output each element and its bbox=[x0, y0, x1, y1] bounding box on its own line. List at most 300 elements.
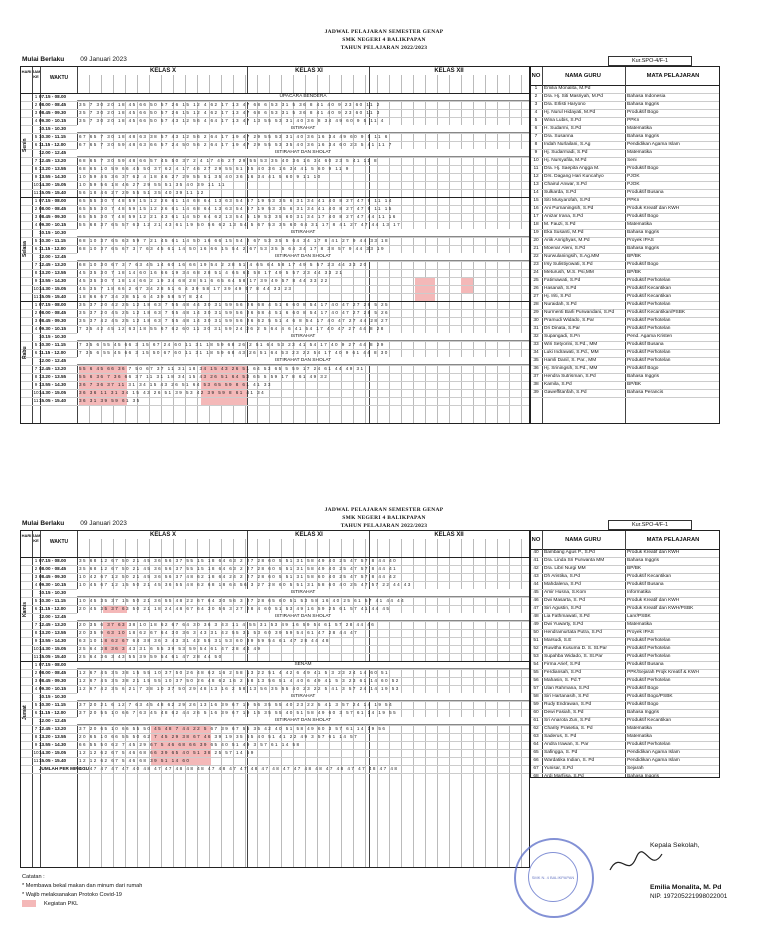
period-number: 3 bbox=[34, 214, 38, 219]
teacher-subject: Produktif Perhotelan bbox=[627, 638, 671, 643]
time-slot: 13.55 - 14.30 bbox=[39, 382, 67, 387]
teacher-subject: Produktif Bogo/PSBK bbox=[627, 694, 673, 699]
time-slot: 10.15 - 10.30 bbox=[39, 230, 67, 235]
time-slot: 14.30 - 15.05 bbox=[39, 646, 67, 651]
teacher-name: Pramudi Widado, S.Par bbox=[544, 318, 595, 323]
period-number: 9 bbox=[34, 278, 38, 283]
time-slot: 10.30 - 11.15 bbox=[39, 702, 66, 707]
time-slot: 13.55 - 14.30 bbox=[39, 174, 67, 179]
prayer-break-banner: ISTIRAHAT DAN SHOLAT bbox=[77, 253, 529, 261]
notes-title: Catatan : bbox=[22, 874, 45, 880]
teacher-codes: 25 64 36 3 43 55 39 59 54 61 47 28 44 50 bbox=[79, 654, 223, 659]
period-number: 5 bbox=[34, 598, 38, 603]
teacher-name: Nuraidah, S.Pd bbox=[544, 302, 577, 307]
teacher-number: 35 bbox=[533, 358, 539, 363]
period-number: 6 bbox=[34, 606, 38, 611]
teacher-subject: Produktif Perhotelan bbox=[627, 350, 671, 355]
teacher-number: 33 bbox=[533, 342, 539, 347]
teacher-number: 55 bbox=[533, 670, 539, 675]
class-x-header: KELAS X bbox=[149, 68, 176, 74]
teacher-number: 21 bbox=[533, 246, 539, 251]
time-slot: 14.30 - 15.05 bbox=[39, 390, 67, 395]
no-header-2: NO bbox=[531, 537, 541, 543]
day-label: Senin bbox=[22, 138, 28, 152]
teacher-subject: Produktif Perhotelan bbox=[627, 742, 671, 747]
time-slot: 13.20 - 13.55 bbox=[39, 734, 67, 739]
teacher-subject: Produk Kreatif dan KWH bbox=[627, 598, 680, 603]
subject-header-2: MATA PELAJARAN bbox=[646, 537, 700, 543]
teacher-codes: 65 55 30 7 48 59 15 12 26 61 14 68 64 13 63 54 67 19 53 35 6 31 34 41 40 8 27 47 9 11 15 bbox=[79, 206, 393, 211]
teacher-subject: Produktif Busana bbox=[627, 582, 664, 587]
day-label: Jumat bbox=[22, 705, 28, 721]
period-number: 10 bbox=[33, 646, 39, 651]
teacher-name: Dra. Erlisti Haryono bbox=[544, 102, 586, 107]
teacher-codes: 35 37 42 45 25 12 18 63 7 55 48 14 30 31 59 56 26 62 5 51 4 6 8 54 17 40 47 27 44 28 27 bbox=[79, 318, 390, 323]
gymnastics-banner: SENAM bbox=[77, 661, 529, 669]
teacher-number: 18 bbox=[533, 222, 539, 227]
period-number: 5 bbox=[34, 702, 38, 707]
school-name: SMK NEGERI 4 BALIKPAPAN bbox=[342, 37, 426, 43]
table-row bbox=[21, 765, 529, 774]
teacher-subject: Matematika bbox=[627, 734, 652, 739]
teacher-name: Wardatika Indian, S. Pd bbox=[544, 758, 595, 763]
teacher-codes: 20 35 6 37 63 38 10 18 62 67 64 30 36 3 43 11 4 55 31 53 49 16 59 54 61 57 28 44 46 bbox=[79, 622, 376, 627]
teacher-number: 28 bbox=[533, 302, 539, 307]
period-number: 2 bbox=[34, 206, 38, 211]
teacher-codes: 25 64 38 36 3 43 31 6 55 39 53 59 54 61 47 28 44 49 bbox=[79, 646, 262, 651]
prayer-break-banner: ISTIRAHAT DAN SHOLAT bbox=[77, 149, 529, 157]
teacher-number: 48 bbox=[533, 614, 539, 619]
no-header: NO bbox=[531, 73, 541, 79]
teacher-subject: Matematika bbox=[627, 222, 652, 227]
teacher-subject: Pendidikan Agama Islam bbox=[627, 758, 680, 763]
time-slot: 13.20 - 13.55 bbox=[39, 630, 67, 635]
stamp-text: SMK N. 4 BALIKPAPAN bbox=[528, 852, 578, 902]
teacher-row bbox=[531, 773, 719, 778]
teacher-name: Dra. Susanna bbox=[544, 134, 574, 139]
teacher-name: Dra. Hj. Saepita Angga M. bbox=[544, 166, 600, 171]
teacher-subject: PPKn bbox=[627, 118, 640, 123]
time-slot: 12.45 - 13.20 bbox=[39, 622, 67, 627]
effective-date: Mulai Berlaku 09 Januari 2023 bbox=[22, 56, 127, 63]
teacher-name: Nurwulaningsih, S.Ag.MM bbox=[544, 254, 600, 259]
time-slot: 11.15 - 12.00 bbox=[39, 606, 66, 611]
school-year: TAHUN PELAJARAN 2022/2023 bbox=[340, 45, 428, 51]
teacher-subject: Bahasa Inggris bbox=[627, 230, 659, 235]
period-number: 10 bbox=[33, 390, 39, 395]
teacher-name: Ruwitha Kusuma D. S. St.Par bbox=[544, 646, 607, 651]
teacher-codes: 35 7 30 20 18 45 66 50 57 26 15 12 4 62 17 13 47 68 6 53 31 5 36 8 41 40 9 23 60 11 2 bbox=[79, 102, 381, 107]
period-number: 1 bbox=[34, 94, 38, 99]
teacher-codes: 20 35 9 63 10 18 62 67 64 30 36 3 43 31 42 55 31 53 60 39 59 54 61 47 28 44 47 bbox=[79, 630, 359, 635]
teacher-number: 19 bbox=[533, 230, 539, 235]
period-number: 4 bbox=[34, 326, 38, 331]
period-number: 9 bbox=[34, 638, 38, 643]
time-slot: 10.30 - 11.15 bbox=[39, 598, 66, 603]
teacher-number: 42 bbox=[533, 566, 539, 571]
break-banner: ISTIRAHAT bbox=[77, 333, 529, 341]
teacher-number: 12 bbox=[533, 174, 539, 179]
teacher-subject: Produktif Perhotelan bbox=[627, 678, 671, 683]
teacher-codes: 45 35 30 7 18 14 60 16 66 19 34 68 28 51 4 65 64 58 17 49 5 57 23 44 33 21 bbox=[79, 270, 344, 275]
teacher-subject: BP/BK bbox=[627, 270, 642, 275]
teacher-number: 30 bbox=[533, 318, 539, 323]
teacher-subject: Produktif Perhotelan bbox=[627, 646, 671, 651]
teacher-number: 4 bbox=[534, 110, 538, 115]
teacher-number: 58 bbox=[533, 694, 539, 699]
teacher-subject: Produktif Bogo bbox=[627, 262, 659, 267]
teacher-codes: 35 37 20 42 25 12 18 63 7 55 48 44 30 31 59 56 26 68 4 51 6 60 8 54 17 40 47 27 28 5 25 bbox=[79, 302, 390, 307]
teacher-subject: Bahasa Inggris bbox=[627, 102, 659, 107]
teacher-number: 36 bbox=[533, 366, 539, 371]
teacher-name: Hj. Nurul Hidayati, M.Pd bbox=[544, 110, 596, 115]
teacher-subject: PPKn bbox=[627, 198, 640, 203]
teacher-number: 1 bbox=[534, 86, 538, 91]
time-slot: 10.30 - 11.15 bbox=[39, 134, 66, 139]
time-slot: 10.15 - 10.30 bbox=[39, 694, 67, 699]
notes bbox=[22, 873, 262, 909]
teacher-name: Hj. Iriti, S.Pd bbox=[544, 294, 571, 299]
time-slot: 15.05 - 15.40 bbox=[39, 190, 67, 195]
teacher-name: Ani Purnaningsih, S.Pd bbox=[544, 206, 594, 211]
prayer-break-banner: ISTIRAHAT DAN SHOLAT bbox=[77, 717, 529, 725]
teacher-number: 53 bbox=[533, 654, 539, 659]
teacher-codes: 55 6 36 7 36 66 37 11 31 18 34 15 43 26 51 64 53 65 5 59 17 8 61 49 32 bbox=[79, 374, 329, 379]
period-number: 6 bbox=[34, 142, 38, 147]
teacher-name: Meturush, M.S. Psi,MM bbox=[544, 270, 594, 275]
period-number: 9 bbox=[34, 174, 38, 179]
teacher-codes: 12 67 42 35 6 21 7 38 10 37 50 29 48 13 16 2 58 13 56 35 55 40 23 22 5 41 3 57 24 14 19 53 bbox=[79, 686, 400, 691]
teacher-number: 13 bbox=[533, 182, 539, 187]
teacher-number: 46 bbox=[533, 598, 539, 603]
principal-nip: NIP. 197205221998022001 bbox=[650, 893, 728, 900]
teacher-number: 43 bbox=[533, 574, 539, 579]
time-slot: 13.55 - 14.30 bbox=[39, 278, 67, 283]
teacher-subject: Produktif Kecantikan bbox=[627, 286, 671, 291]
teacher-subject: BP/BK bbox=[627, 254, 642, 259]
teacher-subject: Produk Kreatif dan KWH/PSBK bbox=[627, 606, 694, 611]
teacher-codes: 7 35 6 55 45 66 3 15 67 24 60 11 31 18 59 68 26 2 51 64 53 23 41 54 17 40 9 27 44 8 29 bbox=[79, 342, 385, 347]
teacher-codes: 65 55 30 7 48 59 12 21 43 61 14 50 64 62 13 54 5 19 53 35 60 31 34 17 40 8 27 47 44 11 16 bbox=[79, 214, 397, 219]
teacher-number: 5 bbox=[534, 118, 538, 123]
time-slot: 12.00 - 12.45 bbox=[39, 614, 67, 619]
pkl-legend-swatch bbox=[22, 900, 36, 907]
teacher-subject: Bahasa Indonesia bbox=[627, 94, 666, 99]
teacher-name: Amir Husna, S.Kom bbox=[544, 590, 587, 595]
teacher-name: Hasanah, S.Pd bbox=[544, 286, 577, 291]
teacher-number: 67 bbox=[533, 766, 539, 771]
teacher-codes: 20 45 35 37 63 50 21 18 24 48 67 64 30 56 3 27 28 4 60 51 53 49 16 59 25 61 57 41 44 45 bbox=[79, 606, 391, 611]
teacher-number: 2 bbox=[534, 94, 538, 99]
teacher-subject: BP/BK bbox=[627, 566, 642, 571]
time-slot: 08.00 - 08.45 bbox=[39, 566, 67, 571]
teacher-subject: Produktif Busana bbox=[627, 190, 664, 195]
teacher-name: H. Sudarmi, S.Pd bbox=[544, 126, 582, 131]
period-number: 2 bbox=[34, 566, 38, 571]
teacher-name: Siri Hartanasih, S.Pd bbox=[544, 694, 589, 699]
schedule-table-bottom bbox=[20, 530, 530, 868]
signature-scribble bbox=[606, 848, 666, 878]
table-row bbox=[21, 397, 529, 406]
class-xii-header-2: KELAS XII bbox=[434, 532, 464, 538]
teacher-number: 38 bbox=[533, 382, 539, 387]
teacher-number: 49 bbox=[533, 622, 539, 627]
teacher-number: 59 bbox=[533, 702, 539, 707]
teacher-codes: 36 31 39 59 61 35 bbox=[79, 398, 141, 403]
teacher-name: Lia Fathmawati, S.Pd bbox=[544, 614, 590, 619]
time-slot: 12.00 - 12.45 bbox=[39, 150, 67, 155]
period-number: 11 bbox=[33, 190, 39, 195]
time-slot: 11.15 - 12.00 bbox=[39, 142, 66, 147]
period-number: 11 bbox=[33, 294, 39, 299]
teacher-codes: 68 10 37 65 63 59 7 21 45 61 14 50 16 66 15 54 2 67 53 35 5 64 34 17 8 41 27 9 44 33 18 bbox=[79, 238, 390, 243]
teacher-name: Ariik Anrighyas, M.Pd bbox=[544, 238, 590, 243]
teacher-name: Mahdalena, S.Pd bbox=[544, 582, 581, 587]
teacher-number: 7 bbox=[534, 134, 538, 139]
time-slot: 07.15 - 08.00 bbox=[39, 198, 67, 203]
teacher-name: Dewi Fasiah, S.Pd bbox=[544, 710, 584, 715]
teacher-number: 63 bbox=[533, 734, 539, 739]
subject-header: MATA PELAJARAN bbox=[646, 73, 700, 79]
period-number: 3 bbox=[34, 678, 38, 683]
period-number: 2 bbox=[34, 670, 38, 675]
time-slot: 12.45 - 13.20 bbox=[39, 726, 67, 731]
period-number: 7 bbox=[34, 158, 38, 163]
class-xii-header: KELAS XII bbox=[434, 68, 464, 74]
teacher-subject: Bahasa Inggris bbox=[627, 558, 659, 563]
period-number: 6 bbox=[34, 710, 38, 715]
period-number: 3 bbox=[34, 574, 38, 579]
time-slot: 10.15 - 10.30 bbox=[39, 126, 67, 131]
teacher-codes: 35 68 12 67 50 21 45 36 56 37 55 15 18 64 63 2 27 28 60 5 51 31 58 49 40 25 47 57 8 44 40 bbox=[79, 558, 398, 563]
teacher-name: Irsy Sulistiyowati, S.Pd bbox=[544, 262, 593, 267]
break-banner: ISTIRAHAT bbox=[77, 693, 529, 701]
period-number: 2 bbox=[34, 102, 38, 107]
school-year-2: TAHUN PELAJARAN 2022/2023 bbox=[340, 523, 428, 529]
teacher-codes: 10 45 67 12 15 50 21 45 36 55 48 62 68 18 64 56 3 27 28 60 5 51 31 58 60 40 25 47 57 22 44 43 bbox=[79, 582, 412, 587]
teacher-codes: 66 55 50 62 7 45 29 67 5 46 68 66 39 65 40 51 49 3 57 61 14 58 bbox=[79, 742, 301, 747]
teacher-name: Hj. Sudarmadi, S.Pd bbox=[544, 150, 588, 155]
period-header: JAM KE bbox=[32, 69, 41, 79]
period-number: 8 bbox=[34, 374, 38, 379]
teacher-number: 44 bbox=[533, 582, 539, 587]
teacher-name-header: NAMA GURU bbox=[565, 73, 601, 79]
period-number: 10 bbox=[33, 182, 39, 187]
teacher-name: Eka Susanti, M.Pd bbox=[544, 230, 584, 235]
teacher-name: Hendramurtata Putra, S.Pd bbox=[544, 630, 602, 635]
teacher-subject: Produk Kreatif dan KWH bbox=[627, 206, 680, 211]
teacher-number: 56 bbox=[533, 678, 539, 683]
break-banner: ISTIRAHAT bbox=[77, 125, 529, 133]
period-number: 9 bbox=[34, 742, 38, 747]
teacher-name: Dh Aristika, S.Pd bbox=[544, 574, 580, 579]
time-slot: 07.15 - 08.00 bbox=[39, 94, 67, 99]
teacher-name: Sri Anarota Zun, S.Pd bbox=[544, 718, 591, 723]
teacher-name: Firma Arief, S.Pd bbox=[544, 662, 581, 667]
teacher-codes: 12 12 62 67 5 46 68 66 39 65 40 51 38 25 57 14 59 bbox=[79, 750, 255, 755]
teacher-number: 9 bbox=[534, 150, 538, 155]
time-slot: 08.00 - 08.45 bbox=[39, 102, 67, 107]
period-number: 9 bbox=[34, 382, 38, 387]
document-code: Kur.SPO-4/F-1 bbox=[608, 56, 692, 66]
teacher-subject: Produktif Bogo bbox=[627, 166, 659, 171]
teacher-subject: Produktif Kecantikan bbox=[627, 574, 671, 579]
teacher-name: Ardi Marfiisa, S.Pd bbox=[544, 774, 584, 778]
teacher-number: 57 bbox=[533, 686, 539, 691]
teacher-subject: Produktif Perhotelan bbox=[627, 278, 671, 283]
teacher-codes: 47 47 47 47 47 40 48 47 47 48 48 48 47 48 47 47 48 47 48 47 47 48 48 47 48 47 47 48 47 48 bbox=[79, 766, 399, 771]
signature-role: Kepala Sekolah, bbox=[650, 842, 700, 849]
time-slot: 10.15 - 10.30 bbox=[39, 590, 67, 595]
period-number: 7 bbox=[34, 726, 38, 731]
period-number: 5 bbox=[34, 342, 38, 347]
teacher-number: 52 bbox=[533, 646, 539, 651]
table-header bbox=[21, 67, 529, 94]
period-number: 8 bbox=[34, 630, 38, 635]
teacher-codes: 37 20 55 10 66 7 63 45 48 62 44 26 5 16 39 67 19 15 35 55 40 51 58 49 60 3 57 61 14 19 55 bbox=[79, 710, 398, 715]
teacher-subject: BP/BK bbox=[627, 382, 642, 387]
teacher-name: Siri Agustin, S.Pd bbox=[544, 606, 582, 611]
teacher-codes: 56 18 46 27 29 55 51 35 40 39 11 12 bbox=[79, 190, 205, 195]
time-slot: JUMLAH PER MINGGU bbox=[39, 766, 90, 771]
period-number: 8 bbox=[34, 270, 38, 275]
period-number: 10 bbox=[33, 286, 39, 291]
teacher-name: Ferdiansah, S.Pd bbox=[544, 670, 582, 675]
period-number: 6 bbox=[34, 246, 38, 251]
time-slot: 15.05 - 15.40 bbox=[39, 398, 67, 403]
period-number: 4 bbox=[34, 686, 38, 691]
time-slot: 13.55 - 14.30 bbox=[39, 638, 67, 643]
teacher-name: Hj. Nursyafila, M.Pd bbox=[544, 158, 587, 163]
teacher-subject: Produktif Bogo bbox=[627, 110, 659, 115]
table-header-2 bbox=[21, 531, 529, 558]
teacher-subject: Pendidikan Agama Islam bbox=[627, 750, 680, 755]
teacher-codes: 45 35 30 7 18 14 66 2 19 34 68 28 51 6 65 64 58 17 39 49 57 8 44 33 22 bbox=[79, 278, 329, 283]
time-slot: 09.30 - 10.15 bbox=[39, 222, 67, 227]
teacher-number: 60 bbox=[533, 710, 539, 715]
teacher-number: 37 bbox=[533, 374, 539, 379]
teacher-name: Yunisar, S.Pd bbox=[544, 766, 573, 771]
teacher-subject: Produktif Kecantikan/PSBK bbox=[627, 310, 686, 315]
teacher-name: Wiri Setyorini, S.Pd., MM bbox=[544, 342, 598, 347]
teacher-number: 54 bbox=[533, 662, 539, 667]
teacher-subject: Pendidikan Agama Islam bbox=[627, 142, 680, 147]
teacher-codes: 20 65 10 66 55 50 62 7 45 29 38 67 46 39 19 35 65 40 51 41 22 49 3 57 61 14 57 bbox=[79, 734, 359, 739]
time-slot: 07.15 - 08.00 bbox=[39, 558, 67, 563]
break-banner: ISTIRAHAT bbox=[77, 229, 529, 237]
teacher-name: Luki Indrawati, S.Pd., MM bbox=[544, 350, 599, 355]
time-slot: 11.15 - 12.00 bbox=[39, 350, 66, 355]
teacher-subject: Sejarah bbox=[627, 766, 644, 771]
teacher-number: 68 bbox=[533, 774, 539, 778]
teacher-number: 23 bbox=[533, 262, 539, 267]
teacher-subject: Bahasa Inggris bbox=[627, 710, 659, 715]
teacher-codes: 36 36 11 31 34 15 43 26 51 39 53 42 39 59 8 61 41 34 bbox=[79, 390, 266, 395]
time-slot: 09.30 - 10.15 bbox=[39, 118, 67, 123]
teacher-number: 24 bbox=[533, 270, 539, 275]
time-slot: 09.30 - 10.15 bbox=[39, 582, 67, 587]
teacher-name: Rudy Endrawan, S.Pd bbox=[544, 702, 592, 707]
school-name-2: SMK NEGERI 4 BALIKPAPAN bbox=[342, 515, 426, 521]
time-slot: 08.00 - 08.45 bbox=[39, 670, 67, 675]
teacher-number: 61 bbox=[533, 718, 539, 723]
period-header-2: JAM KE bbox=[32, 533, 41, 543]
teacher-number: 62 bbox=[533, 726, 539, 731]
teacher-subject: Bahasa Inggris bbox=[627, 774, 659, 778]
schedule-title: JADWAL PELAJARAN SEMESTER GENAP bbox=[324, 29, 444, 35]
teacher-name: Wina Lubis, S.Pd bbox=[544, 118, 581, 123]
period-number: 8 bbox=[34, 166, 38, 171]
teacher-row bbox=[531, 389, 719, 398]
teacher-codes: 63 10 18 62 67 64 38 36 3 43 31 42 55 31 53 60 39 59 54 61 47 28 44 48 bbox=[79, 638, 330, 643]
teacher-subject: Produk Kreatif dan KWH bbox=[627, 550, 680, 555]
time-slot: 07.15 - 08.00 bbox=[39, 302, 67, 307]
time-slot: 14.30 - 15.05 bbox=[39, 750, 67, 755]
period-number: 1 bbox=[34, 662, 38, 667]
teacher-number: 3 bbox=[534, 102, 538, 107]
teacher-subject: Produktif Perhotelan bbox=[627, 318, 671, 323]
teacher-subject: Produktif Busana bbox=[627, 342, 664, 347]
schedule-title-2: JADWAL PELAJARAN SEMESTER GENAP bbox=[324, 507, 444, 513]
day-label: Kamis bbox=[22, 601, 28, 617]
time-slot: 11.15 - 12.00 bbox=[39, 710, 66, 715]
teacher-subject: Produktif Kecantikan bbox=[627, 718, 671, 723]
time-slot: 12.45 - 13.20 bbox=[39, 366, 67, 371]
teacher-name: Kamila, S.Pd bbox=[544, 382, 572, 387]
time-slot: 07.15 - 08.00 bbox=[39, 662, 67, 667]
note-item: * Wajib melaksanakan Protoko Covid-19 bbox=[22, 892, 122, 898]
period-number: 4 bbox=[34, 222, 38, 227]
day-header: HARI bbox=[21, 69, 32, 74]
teacher-number: 51 bbox=[533, 638, 539, 643]
teacher-name: Marsudi, S.E bbox=[544, 638, 572, 643]
teacher-name: Drs. Dagang Hari Kuncahyo bbox=[544, 174, 604, 179]
teacher-codes: 67 65 7 30 59 48 63 66 57 24 50 56 2 64 17 19 47 29 55 53 35 40 36 16 34 60 23 5 41 11 7 bbox=[79, 142, 393, 147]
time-slot: 11.15 - 12.00 bbox=[39, 246, 66, 251]
time-slot: 13.20 - 13.55 bbox=[39, 166, 67, 171]
teacher-number: 32 bbox=[533, 334, 539, 339]
teacher-codes: 12 67 45 35 38 15 55 10 37 50 26 48 62 16 2 58 13 22 51 4 42 6 49 41 5 3 23 24 14 60 51 bbox=[79, 670, 390, 675]
teacher-codes: 37 20 65 10 66 55 50 45 48 7 44 22 5 67 39 67 56 35 42 40 51 58 49 60 3 57 61 14 19 56 bbox=[79, 726, 387, 731]
teacher-subject: Bahasa Inggris bbox=[627, 374, 659, 379]
teacher-number: 41 bbox=[533, 558, 539, 563]
teacher-subject: Bahasa Perancis bbox=[627, 390, 664, 395]
period-number: 10 bbox=[33, 750, 39, 755]
day-label: Rabu bbox=[22, 346, 28, 360]
period-number: 11 bbox=[33, 398, 39, 403]
period-number: 1 bbox=[34, 302, 38, 307]
period-number: 2 bbox=[34, 310, 38, 315]
teacher-name-header-2: NAMA GURU bbox=[565, 537, 601, 543]
period-number: 5 bbox=[34, 238, 38, 243]
school-stamp bbox=[514, 838, 594, 918]
period-number: 8 bbox=[34, 734, 38, 739]
time-slot: 08.45 - 09.30 bbox=[39, 110, 67, 115]
period-number: 4 bbox=[34, 582, 38, 587]
period-number: 5 bbox=[34, 134, 38, 139]
teacher-codes: 10 59 45 36 37 62 4 18 46 27 29 55 51 35 40 36 16 34 41 5 60 9 11 10 bbox=[79, 174, 322, 179]
teacher-codes: 12 67 45 35 38 21 15 55 10 37 50 26 48 62 16 2 58 13 56 51 4 40 6 49 41 5 3 23 61 14 60 52 bbox=[79, 678, 400, 683]
teacher-subject: Produktif Bogo bbox=[627, 214, 659, 219]
teacher-name: Dwi Yuwarty, S.Pd bbox=[544, 622, 584, 627]
teacher-codes: 35 7 30 20 18 45 66 50 57 43 12 56 4 64 17 13 47 13 55 53 31 40 36 8 34 49 60 9 5 11 4 bbox=[79, 118, 385, 123]
teacher-name: Saderus, S. Pd bbox=[544, 734, 577, 739]
teacher-subject: Produktif Bogo bbox=[627, 366, 659, 371]
teacher-name: Bambang Agus P., S.Pd bbox=[544, 550, 595, 555]
teacher-name: Indah Nurlailani, S.Ag bbox=[544, 142, 591, 147]
time-slot: 14.30 - 15.05 bbox=[39, 182, 67, 187]
note-item: Kegiatan PKL bbox=[22, 900, 262, 909]
